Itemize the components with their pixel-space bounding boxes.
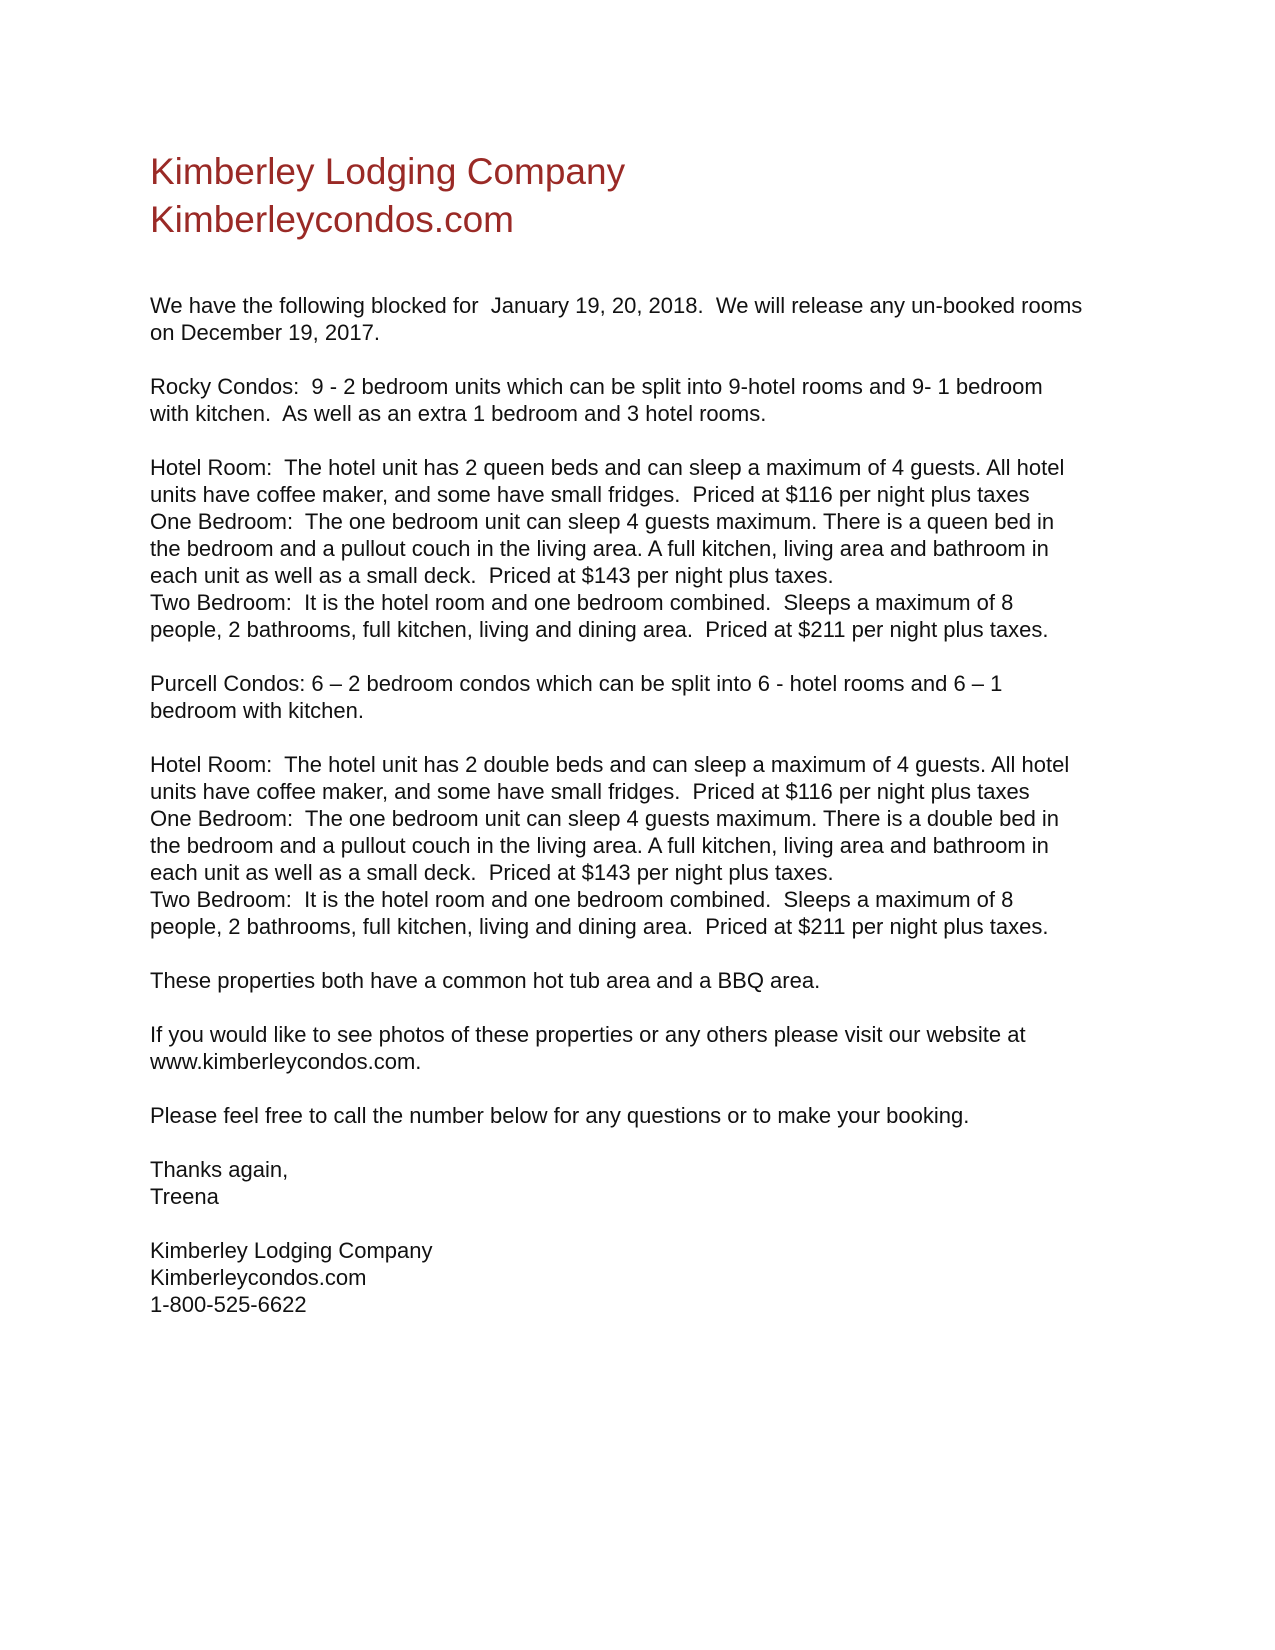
text-line: on December 19, 2017. xyxy=(150,320,380,345)
text-line: each unit as well as a small deck. Priced at $143 per night plus taxes. xyxy=(150,860,834,885)
rocky-units-paragraph xyxy=(150,454,1140,643)
intro-paragraph xyxy=(150,292,1140,346)
text-line: Rocky Condos: 9 - 2 bedroom units which can be split into 9-hotel rooms and 9- 1 bedroom xyxy=(150,374,1043,399)
text-line: One Bedroom: The one bedroom unit can sleep 4 guests maximum. There is a double bed in xyxy=(150,806,1060,831)
text-line: Hotel Room: The hotel unit has 2 queen beds and can sleep a maximum of 4 guests. All hotel xyxy=(150,455,1065,480)
text-line: Two Bedroom: It is the hotel room and one bedroom combined. Sleeps a maximum of 8 xyxy=(150,590,1014,615)
company-website: Kimberleycondos.com xyxy=(150,199,514,240)
signature-website[interactable]: Kimberleycondos.com xyxy=(150,1265,367,1290)
text-line: people, 2 bathrooms, full kitchen, living and dining area. Priced at $211 per night plus taxes. xyxy=(150,617,1049,642)
purcell-condos-paragraph xyxy=(150,670,1140,724)
website-paragraph xyxy=(150,1021,1140,1075)
text-line: One Bedroom: The one bedroom unit can sleep 4 guests maximum. There is a queen bed in xyxy=(150,509,1055,534)
rocky-condos-paragraph xyxy=(150,373,1140,427)
signoff-paragraph xyxy=(150,1156,1140,1210)
signature-block xyxy=(150,1237,1140,1318)
text-line: Please feel free to call the number below for any questions or to make your booking. xyxy=(150,1103,970,1128)
text-line: Hotel Room: The hotel unit has 2 double beds and can sleep a maximum of 4 guests. All hotel xyxy=(150,752,1070,777)
text-line: the bedroom and a pullout couch in the living area. A full kitchen, living area and bathroom in xyxy=(150,833,1049,858)
signature-company: Kimberley Lodging Company xyxy=(150,1238,433,1263)
text-line: If you would like to see photos of these properties or any others please visit our website at xyxy=(150,1022,1026,1047)
text-line: Two Bedroom: It is the hotel room and one bedroom combined. Sleeps a maximum of 8 xyxy=(150,887,1014,912)
text-line: We have the following blocked for January 19, 20, 2018. We will release any un-booked rooms xyxy=(150,293,1083,318)
text-line: each unit as well as a small deck. Priced at $143 per night plus taxes. xyxy=(150,563,834,588)
text-line: people, 2 bathrooms, full kitchen, living and dining area. Priced at $211 per night plus taxes. xyxy=(150,914,1049,939)
letter-body xyxy=(150,292,1140,1318)
text-line: units have coffee maker, and some have small fridges. Priced at $116 per night plus taxes xyxy=(150,779,1030,804)
text-line: bedroom with kitchen. xyxy=(150,698,364,723)
text-line: units have coffee maker, and some have small fridges. Priced at $116 per night plus taxes xyxy=(150,482,1030,507)
text-line: These properties both have a common hot tub area and a BBQ area. xyxy=(150,968,821,993)
signoff-text: Thanks again, xyxy=(150,1157,289,1182)
signer-name: Treena xyxy=(150,1184,219,1209)
contact-paragraph xyxy=(150,1102,1140,1129)
text-line: Purcell Condos: 6 – 2 bedroom condos which can be split into 6 - hotel rooms and 6 – 1 xyxy=(150,671,1003,696)
company-name: Kimberley Lodging Company xyxy=(150,151,626,192)
amenities-paragraph xyxy=(150,967,1140,994)
letter-page xyxy=(150,148,1140,1345)
website-link[interactable]: www.kimberleycondos.com. xyxy=(150,1049,422,1074)
signature-phone[interactable]: 1-800-525-6622 xyxy=(150,1292,307,1317)
purcell-units-paragraph xyxy=(150,751,1140,940)
text-line: the bedroom and a pullout couch in the living area. A full kitchen, living area and bathroom in xyxy=(150,536,1049,561)
letter-heading xyxy=(150,148,1140,244)
text-line: with kitchen. As well as an extra 1 bedroom and 3 hotel rooms. xyxy=(150,401,767,426)
